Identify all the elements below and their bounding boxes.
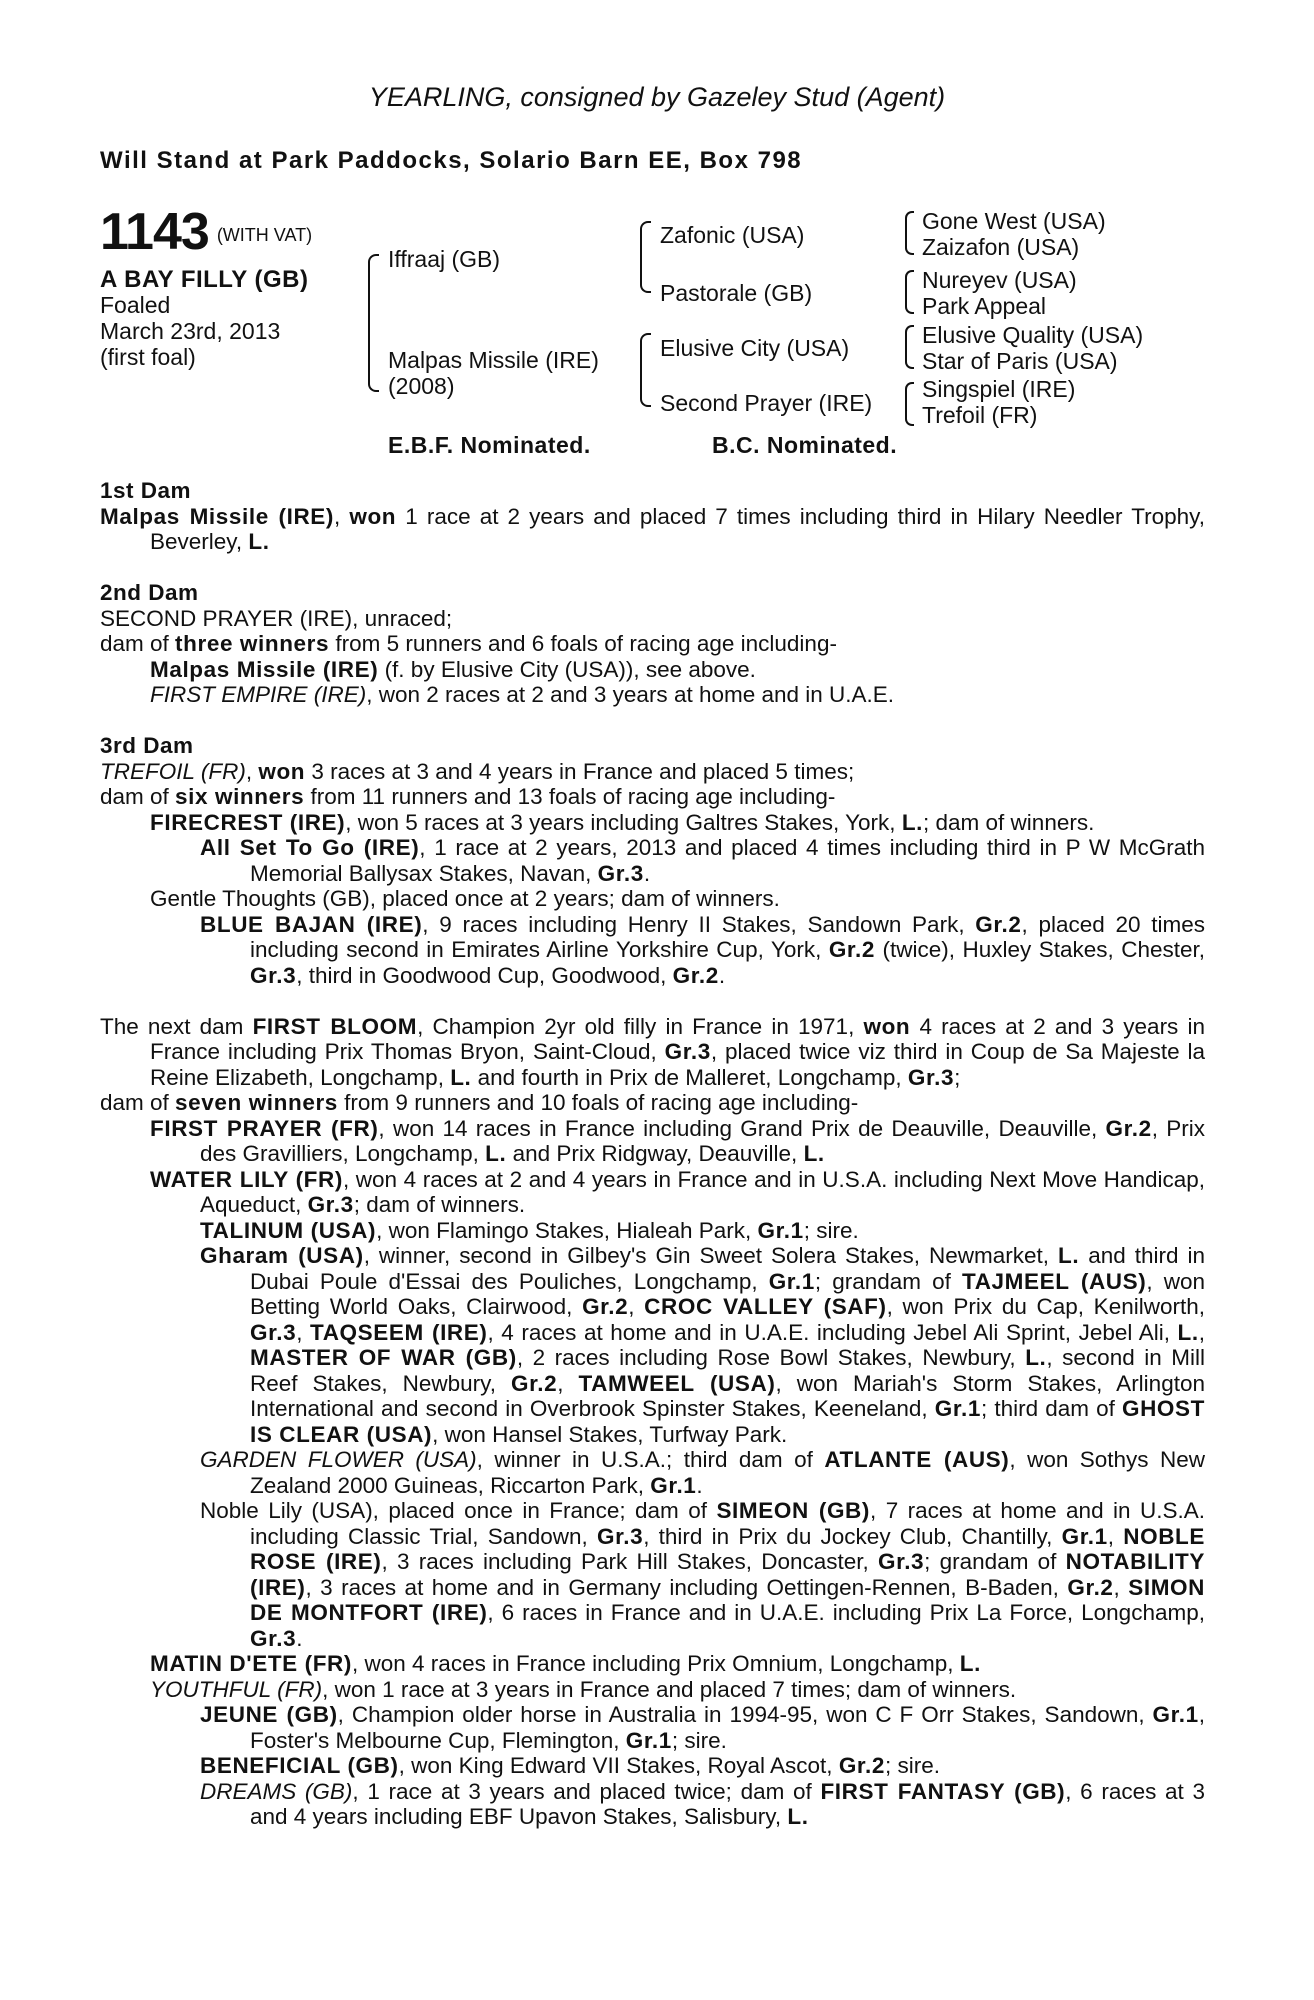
second-dam-name: SECOND PRAYER (IRE), unraced; (100, 605, 453, 631)
next-dam-entry: The next dam FIRST BLOOM, Champion 2yr old filly in France in 1971, won 4 races at 2 and 3 years in France including Prix Thomas Bryon, Saint-Cloud, Gr.3, placed twice viz third in Coup de Sa Majeste la Reine Elizabeth, Longchamp, L. and fourth in Prix de Malleret, Longchamp, Gr.3; (100, 1013, 1205, 1090)
pedigree-g3-8: Trefoil (FR) (922, 402, 1038, 428)
third-dam-heading: 3rd Dam (100, 733, 194, 758)
next-dam-produce-6: Noble Lily (USA), placed once in France; dam of SIMEON (GB), 7 races at home and in U.S.A. including Classic Trial, Sandown, Gr.3, third in Prix du Jockey Club, Chantilly, Gr.1, NOBLE ROSE (IRE), 3 races including Park Hill Stakes, Doncaster, Gr.3; grandam of NOTABILITY (IRE), 3 races at home and in Germany including Oettingen-Rennen, B-Baden, Gr.2, SIMON DE MONTFORT (IRE), 6 races in France and in U.A.E. including Prix La Force, Longchamp, Gr.3. (200, 1498, 1205, 1651)
stand-location: Will Stand at Park Paddocks, Solario Barn EE, Box 798 (100, 147, 803, 174)
first-foal-note: (first foal) (100, 344, 196, 370)
third-dam-name: TREFOIL (FR), won 3 races at 3 and 4 years in France and placed 5 times; (100, 758, 855, 784)
bc-nominated: B.C. Nominated. (712, 432, 898, 458)
third-dam-produce-1: FIRECREST (IRE), won 5 races at 3 years including Galtres Stakes, York, L.; dam of winners. (150, 809, 1095, 835)
first-dam-heading: 1st Dam (100, 478, 192, 503)
next-dam-produce-2: WATER LILY (FR), won 4 races at 2 and 4 years in France and in U.S.A. including Next Move Handicap, Aqueduct, Gr.3; dam of winners. (150, 1166, 1205, 1217)
next-dam-produce-9: JEUNE (GB), Champion older horse in Australia in 1994-95, won C F Orr Stakes, Sandown, Gr.1, Foster's Melbourne Cup, Flemington, Gr.1; sire. (200, 1702, 1205, 1753)
second-dam-produce-1: Malpas Missile (IRE) (f. by Elusive City (USA)), see above. (150, 656, 756, 682)
pedigree-brace-second-prayer (905, 382, 914, 426)
next-dam-produce-1: FIRST PRAYER (FR), won 14 races in France including Grand Prix de Deauville, Deauville, Gr.2, Prix des Gravilliers, Longchamp, L. and Prix Ridgway, Deauville, L. (150, 1115, 1205, 1166)
foaled-label: Foaled (100, 292, 171, 318)
pedigree-brace-gen1 (368, 254, 379, 392)
pedigree-dam-sire: Elusive City (USA) (660, 335, 850, 361)
next-dam-produce-7: MATIN D'ETE (FR), won 4 races in France including Prix Omnium, Longchamp, L. (150, 1651, 981, 1676)
pedigree-sire-sire: Zafonic (USA) (660, 222, 805, 248)
lot-number: 1143 (100, 203, 209, 261)
pedigree-dam-dam: Second Prayer (IRE) (660, 390, 873, 416)
pedigree-brace-sire (640, 221, 651, 293)
second-dam-heading: 2nd Dam (100, 580, 199, 605)
next-dam-produce-11: DREAMS (GB), 1 race at 3 years and placed twice; dam of FIRST FANTASY (GB), 6 races at 3 and 4 years including EBF Upavon Stakes, Salisbury, L. (200, 1778, 1205, 1829)
consignor-heading: YEARLING, consigned by Gazeley Stud (Agent) (368, 82, 946, 112)
pedigree-g3-4: Park Appeal (922, 293, 1047, 319)
pedigree-sire-dam: Pastorale (GB) (660, 280, 813, 306)
second-dam-produce-2: FIRST EMPIRE (IRE), won 2 races at 2 and 3 years at home and in U.A.E. (150, 682, 895, 707)
pedigree-g3-2: Zaizafon (USA) (922, 234, 1080, 260)
vat-note: (WITH VAT) (216, 225, 313, 245)
third-dam-produce-3: Gentle Thoughts (GB), placed once at 2 years; dam of winners. (150, 886, 780, 911)
next-dam-produce-4: Gharam (USA), winner, second in Gilbey's Gin Sweet Solera Stakes, Newmarket, L. and third in Dubai Poule d'Essai des Pouliches, Longchamp, Gr.1; grandam of TAJMEEL (AUS), won Betting World Oaks, Clairwood, Gr.2, CROC VALLEY (SAF), won Prix du Cap, Kenilworth, Gr.3, TAQSEEM (IRE), 4 races at home and in U.A.E. including Jebel Ali Sprint, Jebel Ali, L., MASTER OF WAR (GB), 2 races including Rose Bowl Stakes, Newbury, L., second in Mill Reef Stakes, Newbury, Gr.2, TAMWEEL (USA), won Mariah's Storm Stakes, Arlington International and second in Overbrook Spinster Stakes, Keeneland, Gr.1; third dam of GHOST IS CLEAR (USA), won Hansel Stakes, Turfway Park. (200, 1243, 1205, 1447)
foaled-date: March 23rd, 2013 (100, 318, 281, 344)
next-dam-produce-10: BENEFICIAL (GB), won King Edward VII Stakes, Royal Ascot, Gr.2; sire. (200, 1753, 941, 1778)
produce-record (100, 478, 1205, 1830)
next-dam-produce-5: GARDEN FLOWER (USA), winner in U.S.A.; third dam of ATLANTE (AUS), won Sothys New Zealand 2000 Guineas, Riccarton Park, Gr.1. (200, 1447, 1206, 1498)
pedigree-g3-5: Elusive Quality (USA) (922, 322, 1144, 348)
pedigree-dam: Malpas Missile (IRE) (388, 347, 599, 373)
third-dam-summary: dam of six winners from 11 runners and 13 foals of racing age including- (100, 784, 836, 809)
pedigree-g3-1: Gone West (USA) (922, 208, 1106, 234)
ebf-nominated: E.B.F. Nominated. (388, 432, 591, 458)
pedigree-sire: Iffraaj (GB) (388, 246, 501, 272)
pedigree-g3-3: Nureyev (USA) (922, 267, 1077, 293)
lot-number-block (100, 203, 313, 261)
third-dam-produce-2: All Set To Go (IRE), 1 race at 2 years, 2013 and placed 4 times including third in P W McGrath Memorial Ballysax Stakes, Navan, Gr.3. (200, 835, 1206, 886)
second-dam-summary: dam of three winners from 5 runners and 6 foals of racing age including- (100, 631, 837, 656)
pedigree-brace-zafonic (905, 211, 914, 255)
pedigree-brace-pastorale (905, 270, 914, 314)
first-dam-entry: Malpas Missile (IRE), won 1 race at 2 years and placed 7 times including third in Hilary Needler Trophy, Beverley, L. (100, 503, 1205, 554)
next-dam-summary: dam of seven winners from 9 runners and 10 foals of racing age including- (100, 1090, 859, 1115)
pedigree-g3-6: Star of Paris (USA) (922, 348, 1118, 374)
next-dam-produce-8: YOUTHFUL (FR), won 1 race at 3 years in France and placed 7 times; dam of winners. (150, 1676, 1017, 1702)
pedigree-brace-dam (640, 333, 651, 407)
third-dam-produce-4: BLUE BAJAN (IRE), 9 races including Henry II Stakes, Sandown Park, Gr.2, placed 20 times including second in Emirates Airline Yorkshire Cup, York, Gr.2 (twice), Huxley Stakes, Chester, Gr.3, third in Goodwood Cup, Goodwood, Gr.2. (200, 911, 1205, 988)
pedigree-brace-elusive-city (905, 325, 914, 369)
pedigree-dam-year: (2008) (388, 373, 455, 399)
next-dam-produce-3: TALINUM (USA), won Flamingo Stakes, Hialeah Park, Gr.1; sire. (200, 1217, 859, 1243)
horse-name: A BAY FILLY (GB) (100, 266, 309, 293)
pedigree-g3-7: Singspiel (IRE) (922, 376, 1076, 402)
